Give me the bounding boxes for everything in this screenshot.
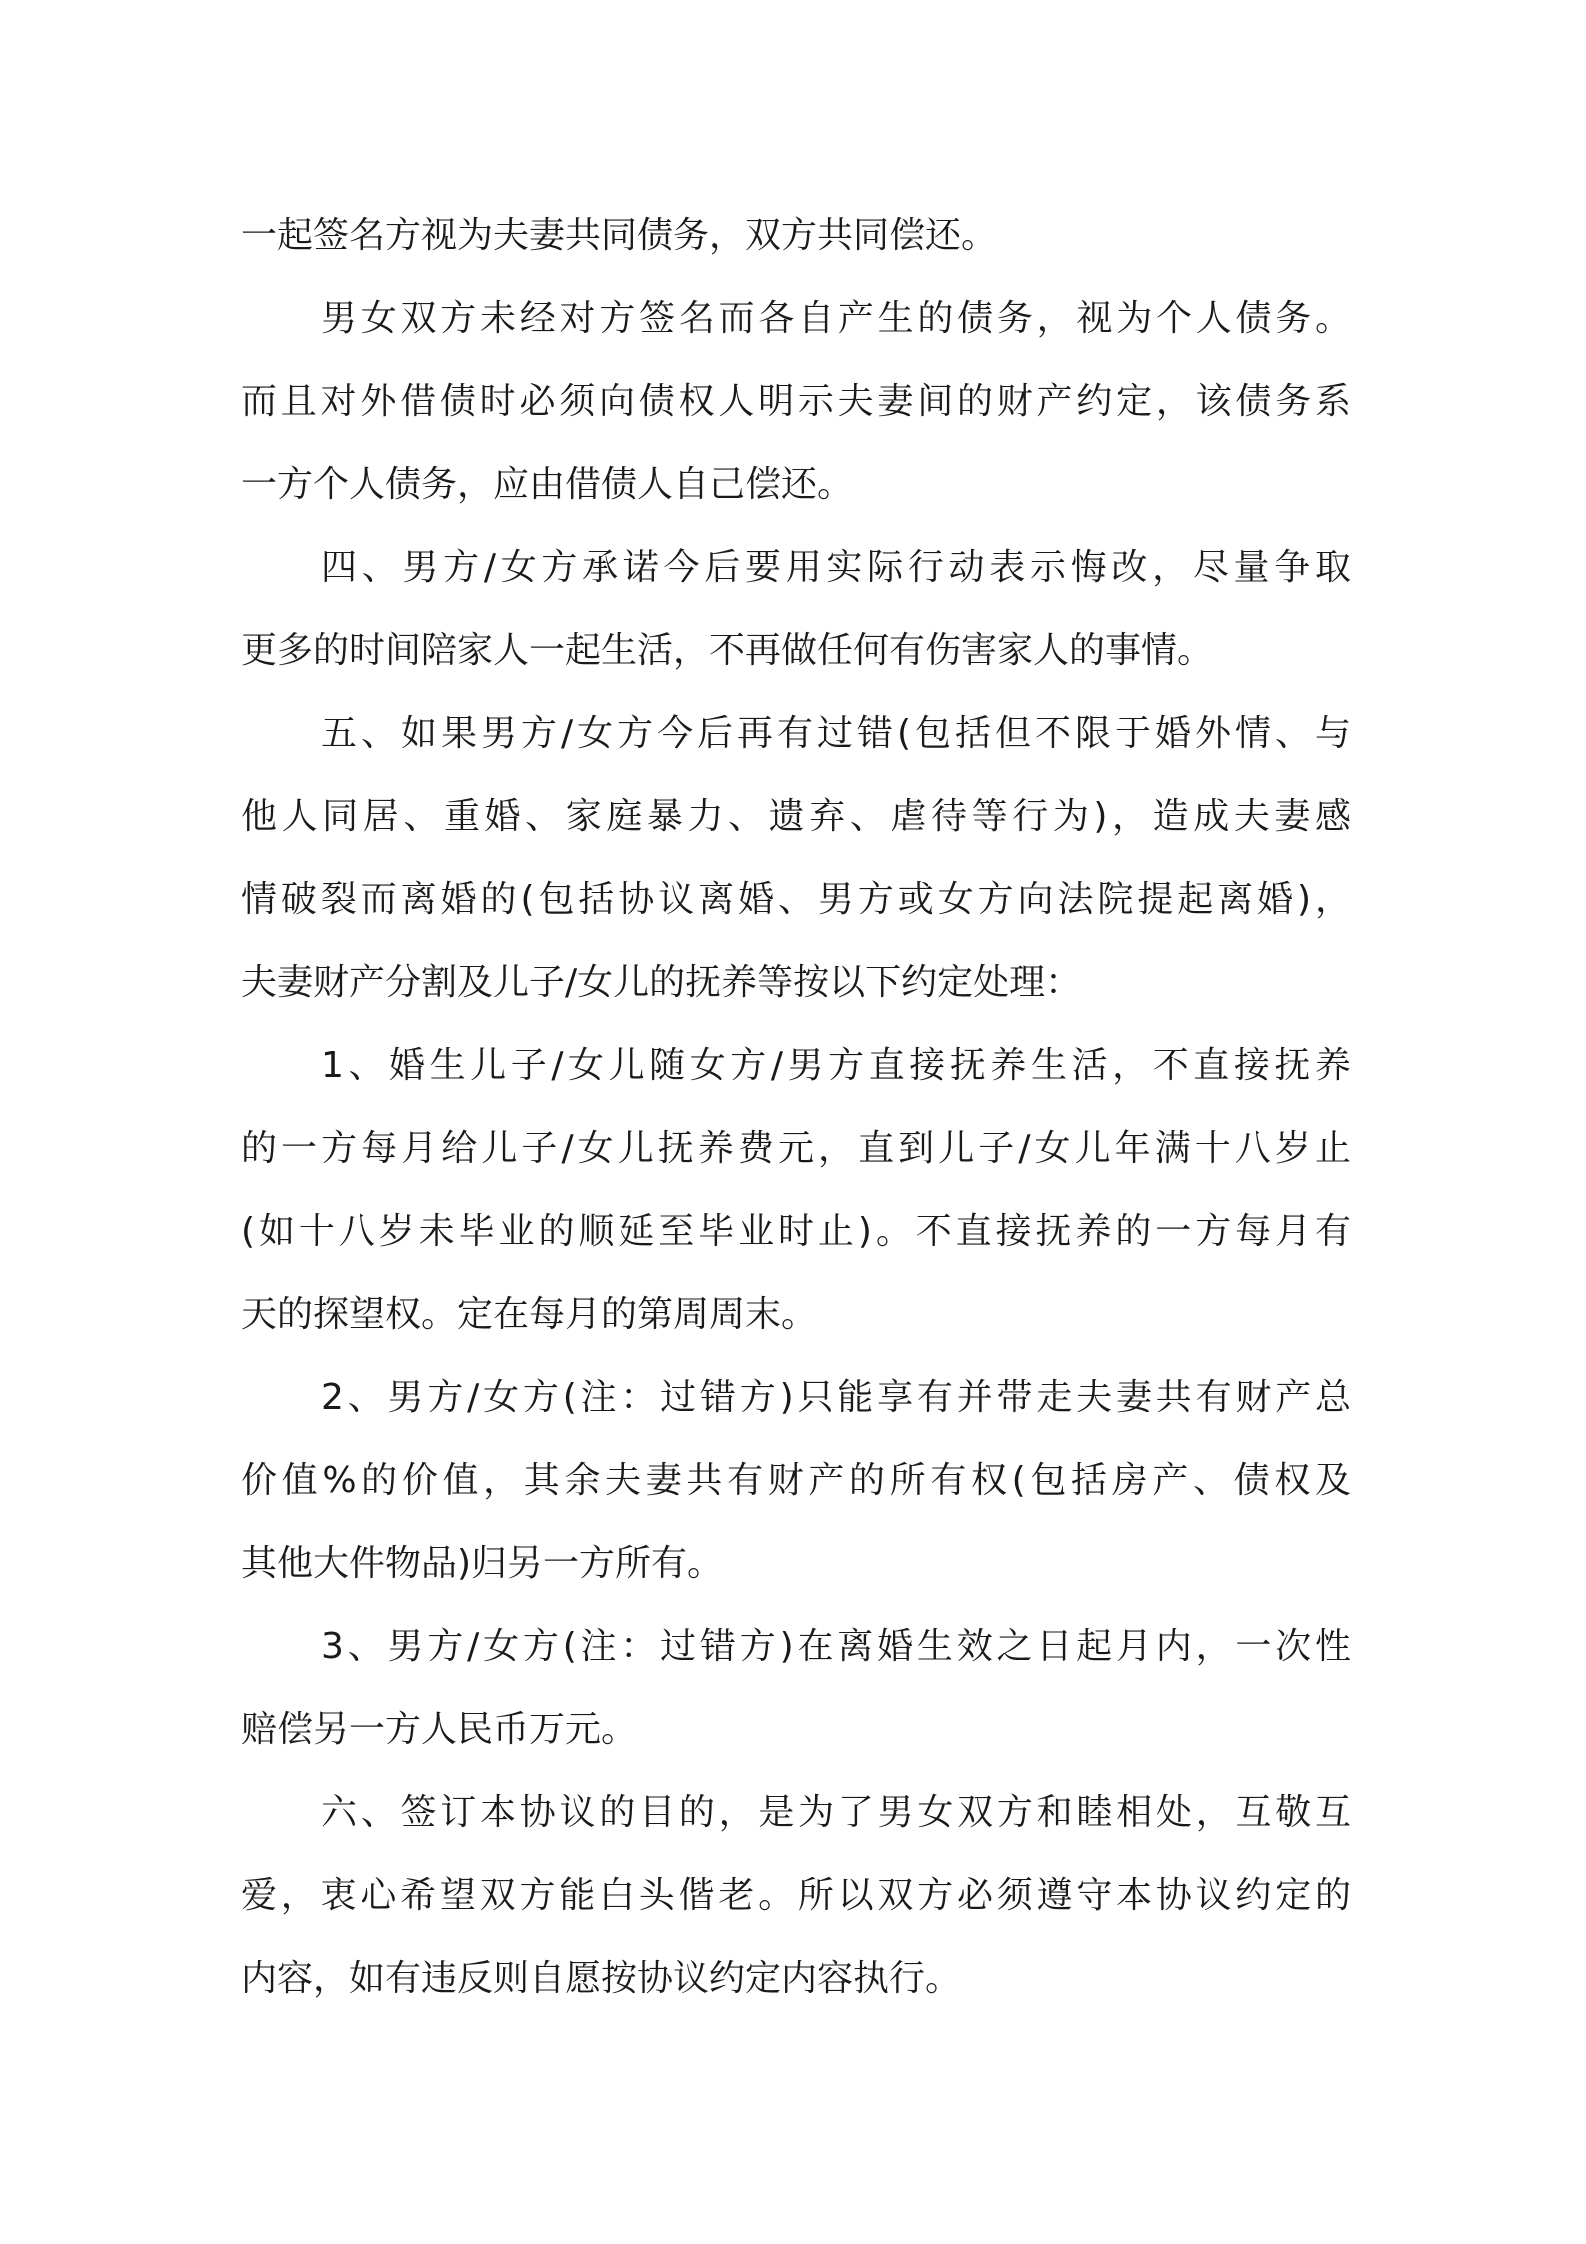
text-line: 1、婚生儿子/女儿随女方/男方直接抚养生活，不直接抚养 <box>321 1045 1351 1086</box>
text-line: 六、签订本协议的目的，是为了男女双方和睦相处，互敬互 <box>321 1792 1351 1833</box>
text-line: 男女双方未经对方签名而各自产生的债务，视为个人债务。 <box>321 298 1351 339</box>
text-line: 天的探望权。定在每月的第周周末。 <box>241 1294 818 1335</box>
text-line: 更多的时间陪家人一起生活，不再做任何有伤害家人的事情。 <box>241 630 1214 671</box>
text-line: 价值%的价值，其余夫妻共有财产的所有权(包括房产、债权及 <box>241 1460 1351 1501</box>
text-line: 一方个人债务，应由借债人自己偿还。 <box>241 464 854 505</box>
text-line: 五、如果男方/女方今后再有过错(包括但不限于婚外情、与 <box>321 713 1351 754</box>
text-line: 一起签名方视为夫妻共同债务，双方共同偿还。 <box>241 215 998 256</box>
text-line: (如十八岁未毕业的顺延至毕业时止)。不直接抚养的一方每月有 <box>241 1211 1351 1252</box>
document-body <box>241 194 1351 2020</box>
text-line: 2、男方/女方(注：过错方)只能享有并带走夫妻共有财产总 <box>321 1377 1351 1418</box>
text-line: 四、男方/女方承诺今后要用实际行动表示悔改，尽量争取 <box>321 547 1351 588</box>
text-line: 爱，衷心希望双方能白头偕老。所以双方必须遵守本协议约定的 <box>241 1875 1351 1916</box>
text-line: 3、男方/女方(注：过错方)在离婚生效之日起月内，一次性 <box>321 1626 1351 1667</box>
text-line: 的一方每月给儿子/女儿抚养费元，直到儿子/女儿年满十八岁止 <box>241 1128 1351 1169</box>
text-line: 其他大件物品)归另一方所有。 <box>241 1543 724 1584</box>
text-line: 内容，如有违反则自愿按协议约定内容执行。 <box>241 1958 962 1999</box>
text-line: 夫妻财产分割及儿子/女儿的抚养等按以下约定处理： <box>241 962 1082 1003</box>
text-line: 赔偿另一方人民币万元。 <box>241 1709 638 1750</box>
text-line: 而且对外借债时必须向债权人明示夫妻间的财产约定，该债务系 <box>241 381 1351 422</box>
text-line: 情破裂而离婚的(包括协议离婚、男方或女方向法院提起离婚)， <box>241 879 1351 920</box>
text-line: 他人同居、重婚、家庭暴力、遗弃、虐待等行为)，造成夫妻感 <box>241 796 1351 837</box>
